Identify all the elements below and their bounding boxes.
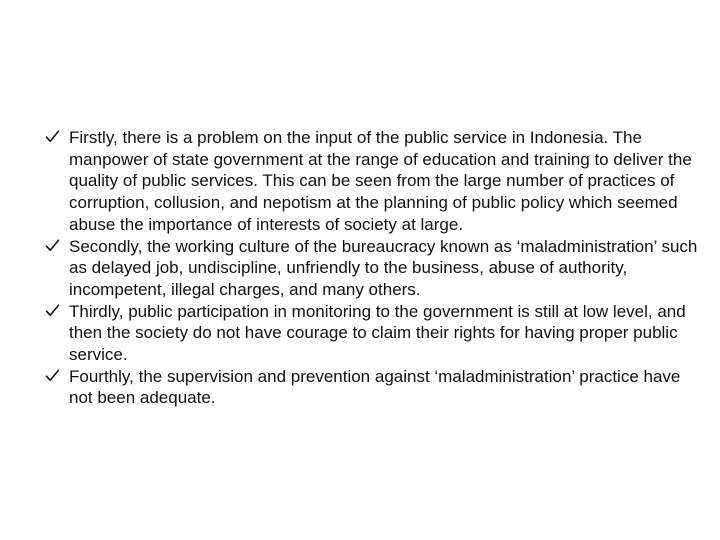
- bullet-text: Secondly, the working culture of the bureaucracy known as ‘maladministration’ such as delayed job, undiscipline, unfriendly to the business, abuse of authority, incompetent, illegal charges, and many others.: [69, 236, 698, 299]
- list-item: [44, 301, 700, 366]
- bullet-text: Firstly, there is a problem on the input of the public service in Indonesia. The manpower of state government at the range of education and training to deliver the quality of public services. This can be seen from the large number of practices of corruption, collusion, and nepotism at the planning of public policy which seemed abuse the importance of interests of society at large.: [69, 128, 692, 234]
- bullet-list: [44, 127, 700, 409]
- bullet-text: Thirdly, public participation in monitoring to the government is still at low level, and then the society do not have courage to claim their rights for having proper public service.: [69, 301, 686, 365]
- checkmark-icon: [45, 368, 60, 383]
- checkmark-icon: [45, 238, 60, 253]
- list-item: [44, 366, 700, 409]
- checkmark-icon: [45, 303, 60, 318]
- checkmark-icon: [45, 129, 60, 144]
- list-item: [44, 127, 700, 236]
- bullet-text: Fourthly, the supervision and prevention against ‘maladministration’ practice have not been adequate.: [69, 366, 681, 408]
- list-item: [44, 236, 700, 301]
